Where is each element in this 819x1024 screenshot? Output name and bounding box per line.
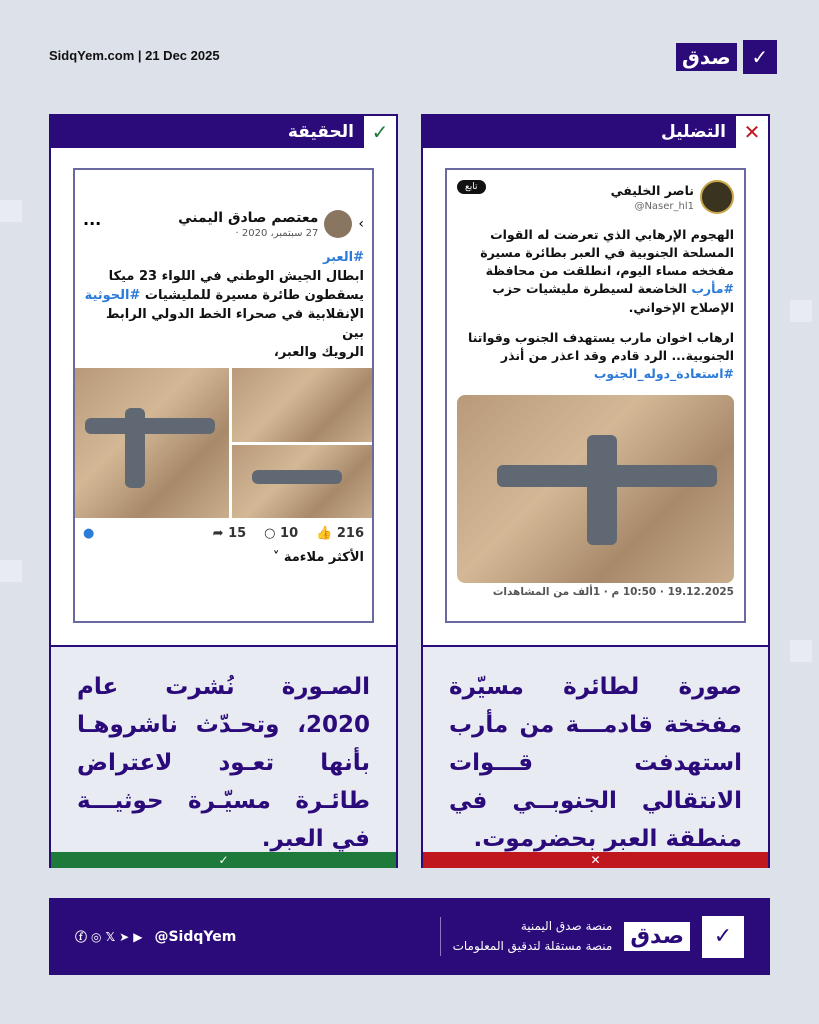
drone-photo: [75, 368, 229, 518]
check-icon: ✓: [702, 916, 744, 958]
more-icon[interactable]: ···: [83, 214, 102, 234]
tweet-meta: 19.12.2025 · 10:50 م · 1ألف من المشاهدات: [492, 586, 734, 598]
reaction-icon: ●: [83, 526, 95, 542]
tweet-text: الهجوم الإرهابي الذي تعرضت له القوات المسلحة الجنوبية في العبر بطائرة مسيرة مفخخه مساء اليوم، انطلقت من محافظة: [480, 227, 734, 279]
tweet-screenshot: [445, 168, 746, 623]
x-icon: ✕: [423, 852, 768, 868]
footer-handle[interactable]: @SidqYem: [154, 928, 237, 945]
like-count[interactable]: 216 👍: [316, 526, 364, 542]
hashtag[interactable]: #استعادة_دوله_الجنوب: [593, 365, 734, 381]
decor-square: [0, 560, 22, 582]
avatar: [324, 210, 352, 238]
hashtag[interactable]: #مأرب: [691, 281, 734, 297]
sort-dropdown[interactable]: الأكثر ملاءمة ˅: [272, 550, 364, 566]
false-caption: صورة لطائرة مسيّرة مفخخة قادمـــة من مأرب استهدفت قـــوات الانتقالي الجنوبــي في منطقة العبر بحضرموت.: [423, 647, 768, 852]
footer-subtitle: منصة مستقلة لتدقيق المعلومات: [452, 938, 613, 953]
check-icon: ✓: [743, 40, 777, 74]
footer-title: منصة صدق اليمنية: [520, 919, 613, 934]
tweet-text: الخاضعة لسيطرة مليشيات حزب الإصلاح الإخواني.: [492, 281, 734, 315]
tweet-text: ارهاب اخوان مارب يستهدف الجنوب وقواتنا الجنوبية... الرد قادم وقد اعذر من أنذر: [468, 329, 734, 363]
drone-photo: [457, 395, 734, 583]
decor-square: [790, 640, 812, 662]
check-icon: ✓: [51, 852, 396, 868]
tweet-author: ناصر الخليفي: [610, 183, 694, 199]
social-icons[interactable]: ⓕ◎𝕏➤▶: [75, 930, 147, 944]
truth-caption: الصـورة نُشرت عام 2020، وتحـدّث ناشروهـا بأنها تعـود لاعتراض طائـرة مسيّـرة حوثيـــة في العبر.: [51, 647, 396, 852]
check-icon: ✓: [364, 116, 396, 148]
hashtag[interactable]: #العبر: [323, 250, 364, 266]
photo-grid: [75, 368, 372, 518]
decor-square: [790, 300, 812, 322]
comment-count[interactable]: 10 ○: [264, 526, 299, 542]
drone-photo: [232, 368, 372, 442]
logo-mark: صدق: [624, 922, 690, 951]
logo: [676, 40, 777, 74]
truth-label: الحقيقة: [287, 122, 354, 142]
share-count[interactable]: 15 ➦: [212, 526, 247, 542]
decor-square: [0, 200, 22, 222]
footer: [49, 898, 770, 975]
avatar: [700, 180, 734, 214]
back-icon[interactable]: ›: [358, 215, 364, 232]
truth-panel: [49, 114, 398, 868]
false-label: التضليل: [661, 122, 726, 142]
x-icon: ✕: [736, 116, 768, 148]
site-date: SidqYem.com | 21 Dec 2025: [49, 48, 220, 63]
false-panel: [421, 114, 770, 868]
follow-button[interactable]: تابع: [457, 180, 486, 194]
post-author: معتصم صادق اليمني: [178, 210, 319, 226]
drone-photo: [232, 445, 372, 519]
hashtag[interactable]: #الحوثية: [84, 287, 141, 303]
post-text: يسقطون طائرة مسيرة للمليشيات: [140, 287, 364, 303]
facebook-screenshot: [73, 168, 374, 623]
post-text: الإنقلابية في صحراء الخط الدولي الرابط بين: [105, 306, 364, 341]
truth-header: [51, 116, 396, 148]
logo-mark: صدق: [676, 43, 737, 71]
post-text: ابطال الجيش الوطني في اللواء 23 ميكا: [108, 269, 364, 285]
tweet-handle: @Naser_hl1: [634, 200, 694, 212]
post-date: 27 سبتمبر، 2020 ·: [235, 228, 319, 240]
false-header: [423, 116, 768, 148]
post-text: الرويك والعبر،: [273, 344, 364, 360]
